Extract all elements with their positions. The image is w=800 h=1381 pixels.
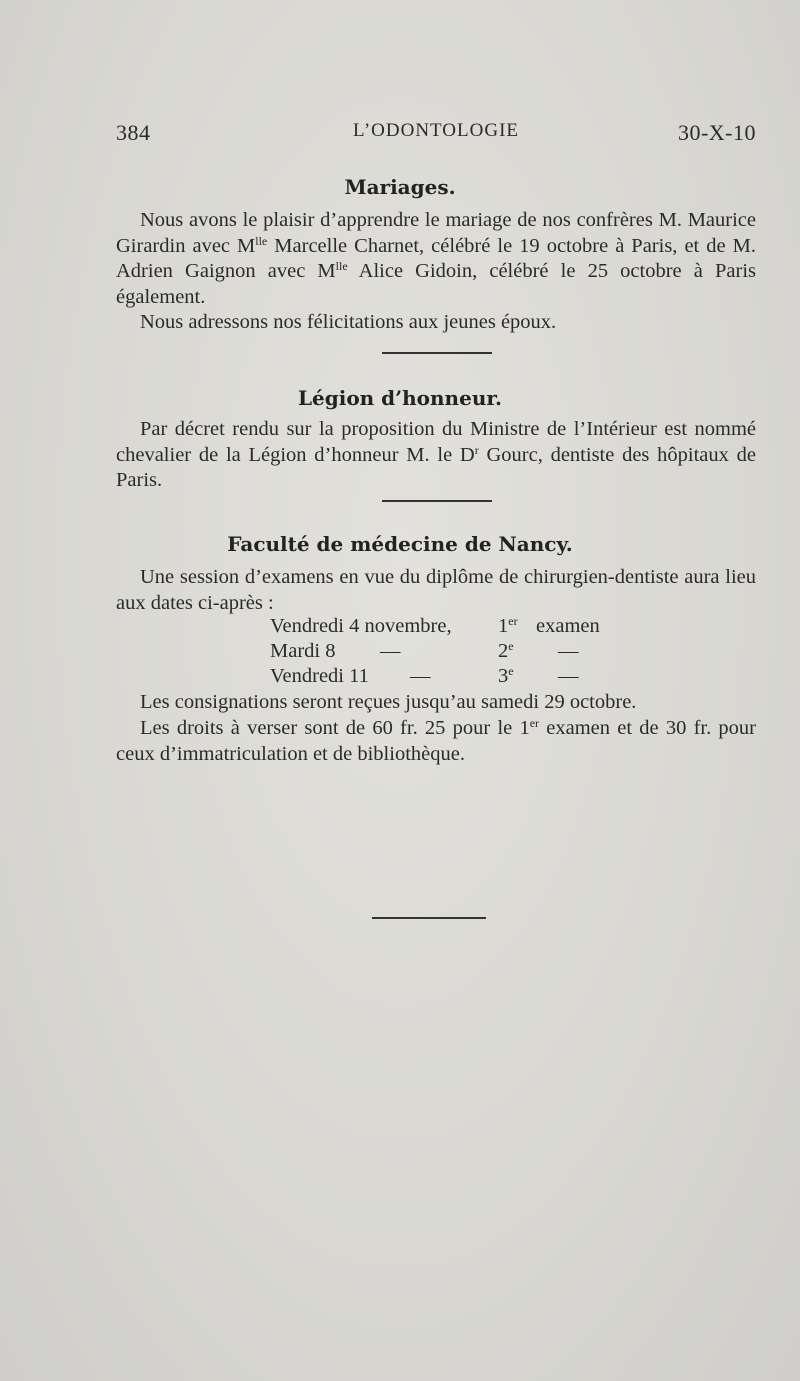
paragraph-droits: Les droits à verser sont de 60 fr. 25 pour le 1er examen et de 30 fr. pour ceux d’immatriculation et de bibliothèque. bbox=[116, 716, 757, 765]
page-number: 384 bbox=[116, 120, 151, 145]
paragraph-mariages: Nous avons le plaisir d’apprendre le mariage de nos confrères M. Maurice Girardin avec $M^{lle}$ Marcelle Charnet, célébré le 19 octobre à Paris, et de M. Adrien Gaignon avec $M^{lle}$ Alice Gidoin, célébré le 25 octobre à Paris également. bbox=[116, 209, 756, 308]
section-divider bbox=[382, 352, 492, 354]
section-heading-faculte: Faculté de médecine de Nancy. bbox=[227, 532, 573, 556]
paragraph-session: Une session d’examens en vue du diplôme de chirurgien-dentiste aura lieu aux dates ci-après : bbox=[116, 566, 756, 614]
issue-date: 30-X-10 bbox=[677, 120, 756, 145]
paragraph-consignations: Les consignations seront reçues jusqu’au samedi 29 octobre. bbox=[140, 691, 637, 713]
running-header bbox=[116, 120, 756, 150]
paragraph-felicitations: Nous adressons nos félicitations aux jeunes époux. bbox=[140, 311, 557, 333]
section-divider bbox=[382, 500, 492, 502]
section-heading-legion: Légion d’honneur. bbox=[297, 386, 503, 410]
page-end-divider bbox=[372, 917, 486, 919]
schedule-row: Vendredi 4 novembre, 1er examen bbox=[270, 614, 600, 637]
schedule-row: Vendredi 11 — 3e — bbox=[270, 664, 579, 687]
paragraph-legion: Par décret rendu sur la proposition du Ministre de l’Intérieur est nommé chevalier de la Légion d’honneur M. le $D^r$ Gourc, dentiste des hôpitaux de Paris. bbox=[116, 418, 756, 491]
section-heading-mariages: Mariages. bbox=[344, 175, 456, 199]
schedule-row: Mardi 8 — 2e — bbox=[270, 639, 579, 662]
journal-title: L’ODONTOLOGIE bbox=[352, 120, 520, 141]
